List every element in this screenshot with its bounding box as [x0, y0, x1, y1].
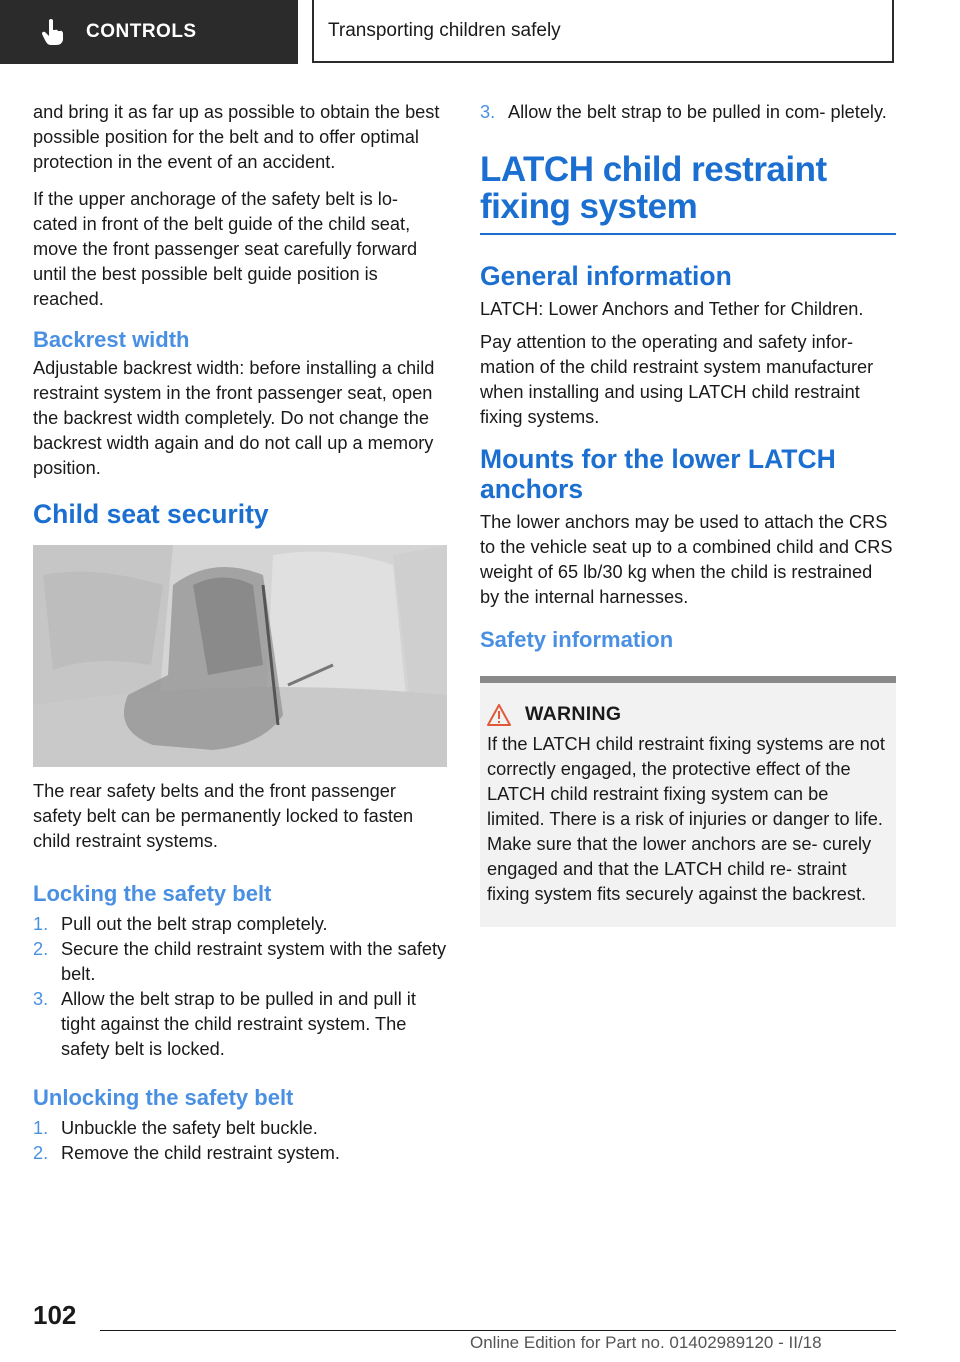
- list-item: 2. Remove the child restraint system.: [33, 1143, 340, 1163]
- general-information-heading: General information: [480, 261, 732, 291]
- paragraph: and bring it as far up as possible to obtain the best possible position for the belt and to offer optimal protection in the event of an accident.: [33, 102, 440, 172]
- paragraph: Adjustable backrest width: before installing a child restraint system in the front passenger seat, open the backrest width completely. Do not change the backrest width again and do not call up a memory position.: [33, 358, 435, 478]
- warning-title: WARNING: [525, 703, 622, 725]
- paragraph: If the upper anchorage of the safety belt is lo- cated in front of the belt guide of the child seat, move the front passenger seat carefully forward until the best possible belt guide position is reached.: [33, 189, 418, 309]
- page-number: 102: [33, 1300, 77, 1330]
- warning-text: If the LATCH child restraint fixing systems are not correctly engaged, the protective effect of the LATCH child restraint fixing system can be limited. There is a risk of injuries or danger to life. Make sure that the lower anchors are se- curely engaged and that the LATCH child re- straint fixing system fits securely against the backrest.: [487, 734, 885, 904]
- chapter-title-box: [312, 0, 894, 63]
- warning-triangle-icon: [487, 704, 511, 726]
- figure-caption: The rear safety belts and the front passenger safety belt can be permanently locked to fasten child restraint systems.: [33, 781, 414, 851]
- right-column: [480, 100, 896, 927]
- child-seat-image: [33, 545, 447, 767]
- list-item: 3. Allow the belt strap to be pulled in com- pletely.: [480, 102, 887, 122]
- locking-heading: Locking the safety belt: [33, 881, 272, 906]
- backrest-width-heading: Backrest width: [33, 327, 190, 352]
- paragraph: Pay attention to the operating and safety infor- mation of the child restraint system manufacturer when installing and using LATCH child restraint fixing systems.: [480, 332, 874, 427]
- locking-steps: [33, 912, 447, 1062]
- warning-box: [480, 676, 896, 927]
- continued-steps: [480, 100, 896, 125]
- warning-header: [487, 703, 888, 726]
- chapter-title: Transporting children safely: [328, 19, 561, 41]
- paragraph: The lower anchors may be used to attach the CRS to the vehicle seat up to a combined child and CRS weight of 65 lb/30 kg when the child is restrained by the internal harnesses.: [480, 512, 893, 607]
- list-item: 1. Unbuckle the safety belt buckle.: [33, 1118, 318, 1138]
- safety-information-heading: Safety information: [480, 627, 674, 652]
- section-tab: [0, 0, 298, 64]
- unlocking-heading: Unlocking the safety belt: [33, 1085, 294, 1110]
- list-item: 1. Pull out the belt strap completely.: [33, 914, 328, 934]
- footer-rule: [100, 1330, 896, 1331]
- hand-pointer-icon: [40, 18, 66, 46]
- section-label: CONTROLS: [86, 21, 197, 42]
- child-seat-security-heading: Child seat security: [33, 499, 269, 529]
- paragraph: LATCH: Lower Anchors and Tether for Children.: [480, 299, 864, 319]
- list-item: 3. Allow the belt strap to be pulled in and pull it tight against the child restraint system. The safety belt is locked.: [33, 989, 416, 1059]
- edition-note: Online Edition for Part no. 01402989120 - II/18: [470, 1333, 822, 1352]
- left-column: [33, 100, 447, 1166]
- unlocking-steps: [33, 1116, 447, 1166]
- latch-heading: LATCH child restraint fixing system: [480, 150, 827, 226]
- list-item: 2. Secure the child restraint system with the safety belt.: [33, 939, 447, 984]
- child-seat-illustration: [33, 545, 447, 767]
- heading-rule: [480, 233, 896, 235]
- mounts-heading: Mounts for the lower LATCH anchors: [480, 444, 836, 504]
